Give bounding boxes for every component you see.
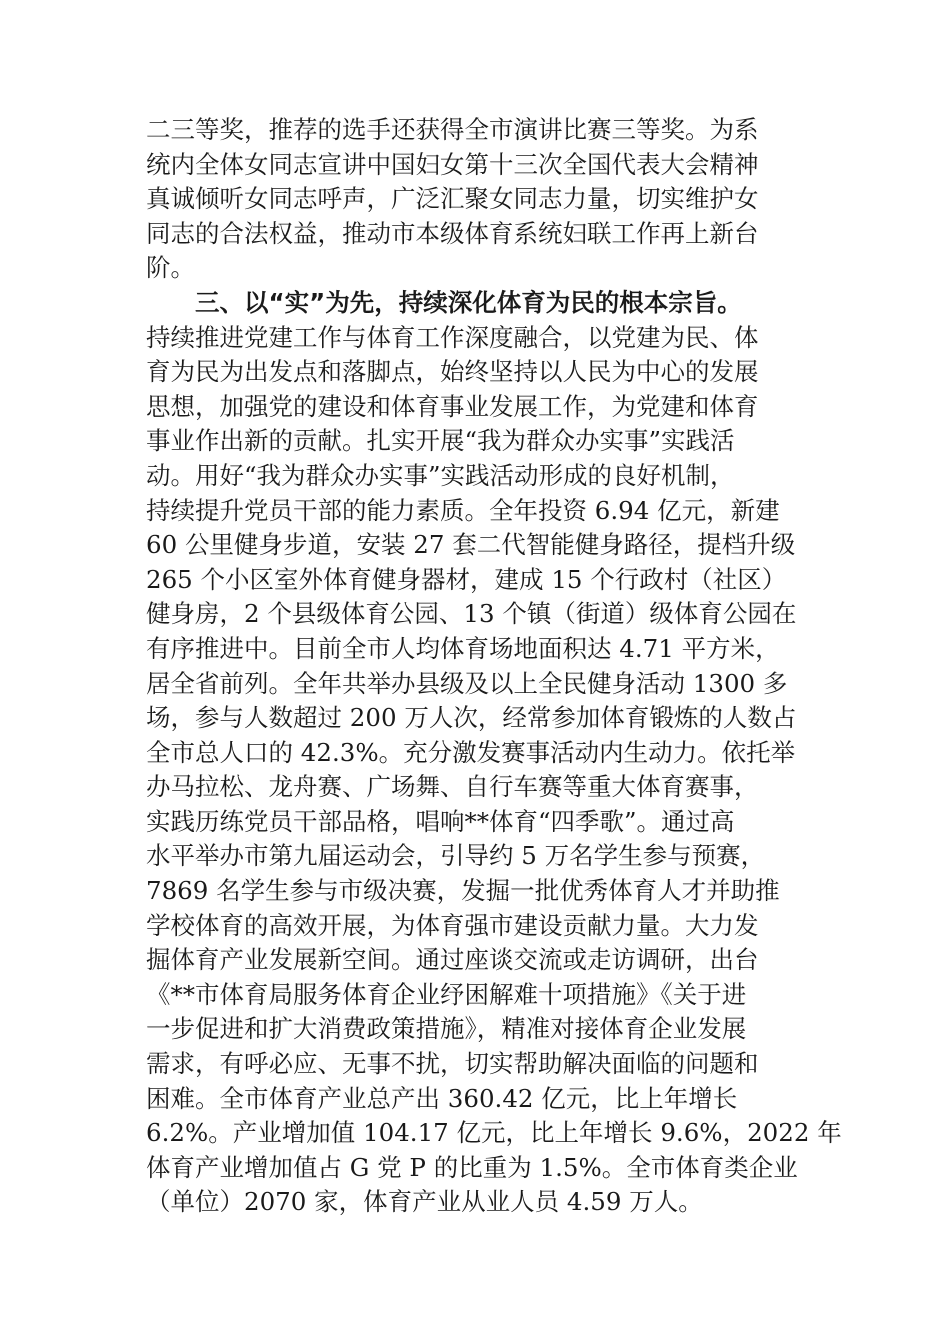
paragraph-line: 阶。: [146, 253, 195, 283]
section-line: （单位）2070 家，体育产业从业人员 4.59 万人。: [146, 1187, 703, 1217]
section-line: 《**市体育局服务体育企业纾困解难十项措施》《关于进: [146, 979, 747, 1009]
section-line: 6.2%。产业增加值 104.17 亿元，比上年增长 9.6%，2022 年: [146, 1118, 842, 1148]
paragraph-line: 真诚倾听女同志呼声，广泛汇聚女同志力量，切实维护女: [146, 184, 759, 214]
section-line: 有序推进中。目前全市人均体育场地面积达 4.71 平方米，: [146, 633, 780, 663]
section-line: 场，参与人数超过 200 万人次，经常参加体育锻炼的人数占: [146, 703, 797, 733]
section-line: 学校体育的高效开展，为体育强市建设贡献力量。大力发: [146, 910, 759, 940]
document-body: [146, 113, 842, 1220]
section-line: 困难。全市体育产业总产出 360.42 亿元，比上年增长: [146, 1083, 738, 1113]
section-line: 事业作出新的贡献。扎实开展“我为群众办实事”实践活: [146, 426, 735, 456]
section-line: 体育产业增加值占 G 党 P 的比重为 1.5%。全市体育类企业: [146, 1152, 798, 1182]
section-line: 265 个小区室外体育健身器材，建成 15 个行政村（社区）: [146, 564, 787, 594]
paragraph-line: 二三等奖，推荐的选手还获得全市演讲比赛三等奖。为系: [146, 115, 759, 144]
section-line: 一步促进和扩大消费政策措施》，精准对接体育企业发展: [146, 1014, 747, 1044]
paragraph-line: 同志的合法权益，推动市本级体育系统妇联工作再上新台: [146, 218, 759, 248]
section-line: 动。用好“我为群众办实事”实践活动形成的良好机制，: [146, 460, 735, 490]
section-line: 持续提升党员干部的能力素质。全年投资 6.94 亿元，新建: [146, 495, 780, 525]
section-line: 全市总人口的 42.3%。充分激发赛事活动内生动力。依托举: [146, 737, 796, 767]
section-line: 需求，有呼必应、无事不扰，切实帮助解决面临的问题和: [146, 1049, 759, 1079]
section-line: 育为民为出发点和落脚点，始终坚持以人民为中心的发展: [146, 357, 759, 387]
section-line: 掘体育产业发展新空间。通过座谈交流或走访调研，出台: [146, 945, 759, 975]
section-line: 60 公里健身步道，安装 27 套二代智能健身路径，提档升级: [146, 530, 796, 560]
section-line: 水平举办市第九届运动会，引导约 5 万名学生参与预赛，: [146, 841, 766, 871]
section-line: 健身房，2 个县级体育公园、13 个镇（街道）级体育公园在: [146, 599, 797, 629]
paragraph-line: 统内全体女同志宣讲中国妇女第十三次全国代表大会精神: [146, 149, 759, 179]
section-line: 居全省前列。全年共举办县级及以上全民健身活动 1300 多: [146, 668, 788, 698]
section-line: 实践历练党员干部品格，唱响**体育“四季歌”。通过高: [146, 806, 735, 836]
section-line: 办马拉松、龙舟赛、广场舞、自行车赛等重大体育赛事，: [146, 772, 759, 802]
section-heading: 三、以“实”为先，持续深化体育为民的根本宗旨。: [195, 287, 742, 317]
section-line: 7869 名学生参与市级决赛，发掘一批优秀体育人才并助推: [146, 876, 780, 906]
section-line: 思想，加强党的建设和体育事业发展工作，为党建和体育: [146, 391, 759, 421]
section-line: 持续推进党建工作与体育工作深度融合，以党建为民、体: [146, 322, 759, 352]
